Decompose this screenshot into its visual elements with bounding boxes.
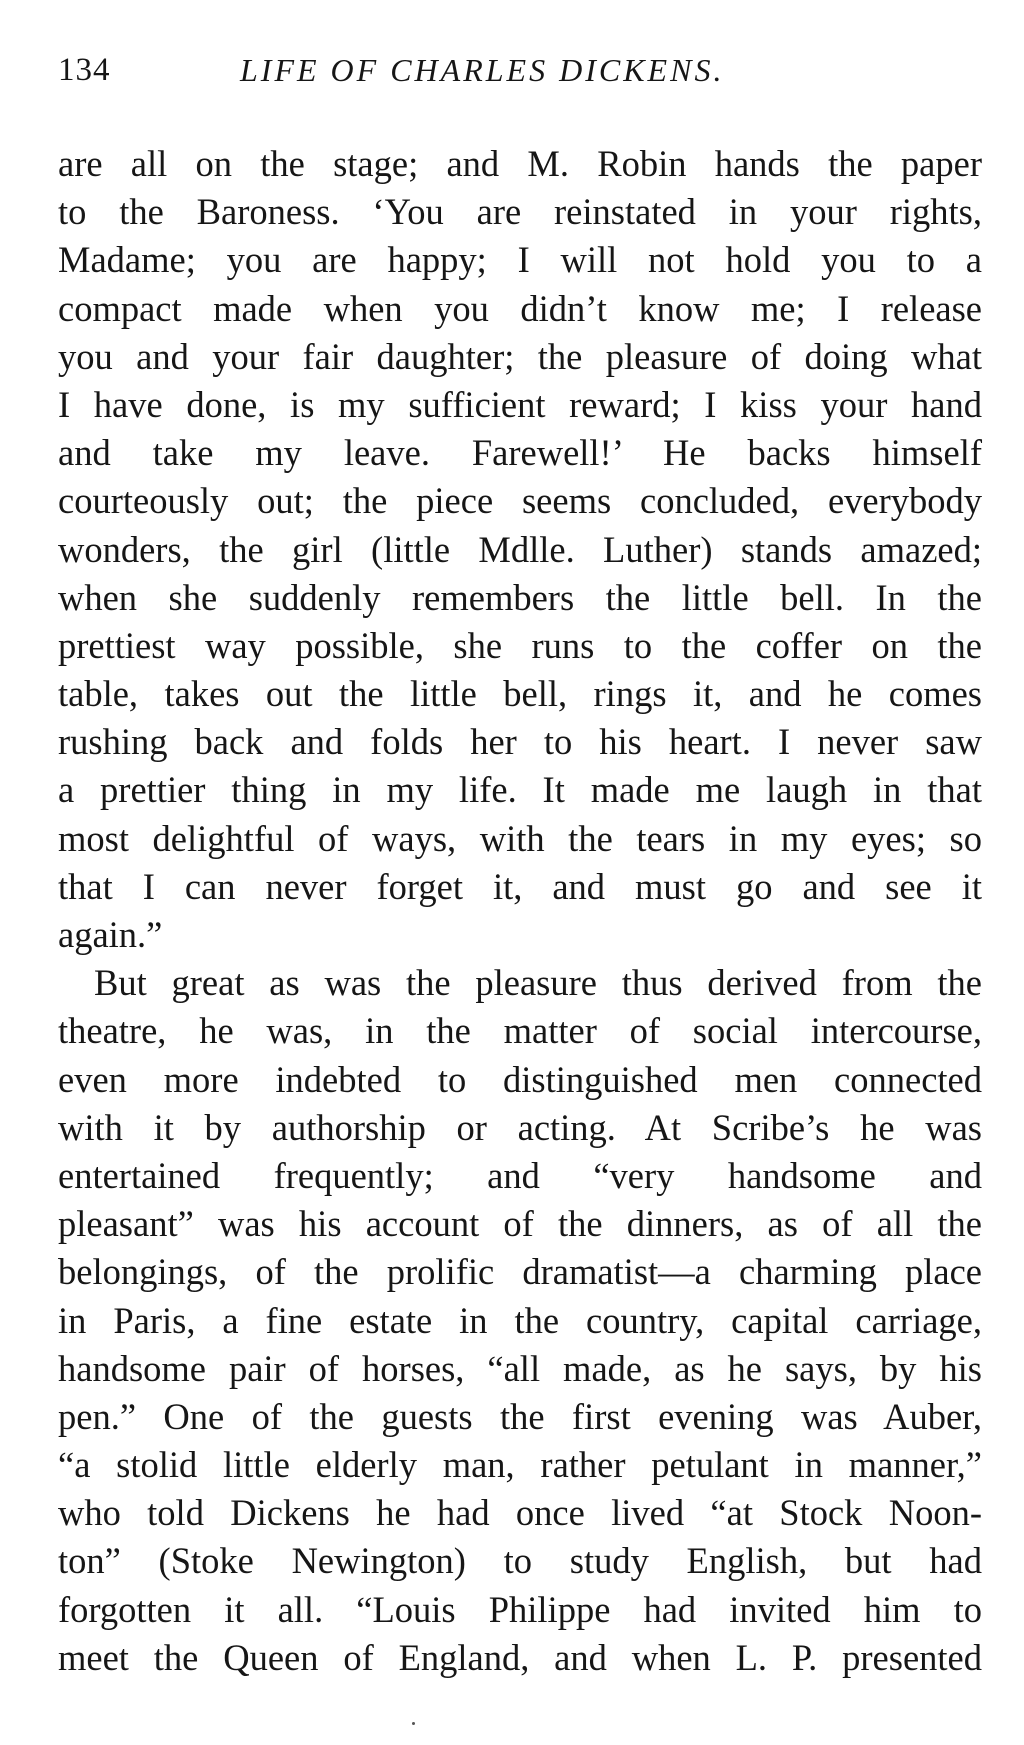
paragraph-1 — [58, 140, 982, 959]
text-line: even more indebted to distinguished men connected — [58, 1058, 982, 1100]
text-line: theatre, he was, in the matter of social intercourse, — [58, 1010, 982, 1052]
text-line: prettiest way possible, she runs to the coffer on the — [58, 624, 982, 666]
text-line: But great as was the pleasure thus derived from the — [94, 962, 982, 1004]
page-number: 134 — [58, 52, 111, 88]
text-line: handsome pair of horses, “all made, as he says, by his — [58, 1347, 982, 1389]
body-text — [58, 140, 982, 1682]
text-line: to the Baroness. ‘You are reinstated in your rights, — [58, 191, 982, 233]
text-line: that I can never forget it, and must go and see it — [58, 865, 982, 907]
text-line: compact made when you didn’t know me; I release — [58, 287, 982, 329]
text-line: a prettier thing in my life. It made me laugh in that — [58, 769, 982, 811]
text-line: courteously out; the piece seems concluded, everybody — [58, 480, 982, 522]
text-line: entertained frequently; and “very handsome and — [58, 1154, 982, 1196]
running-head — [58, 52, 982, 104]
text-line: pleasant” was his account of the dinners, as of all the — [58, 1203, 982, 1245]
running-title: LIFE OF CHARLES DICKENS. — [240, 52, 725, 88]
paragraph-2 — [58, 959, 982, 1682]
text-line: wonders, the girl (little Mdlle. Luther) stands amazed; — [58, 528, 982, 570]
text-line: “a stolid little elderly man, rather petulant in manner,” — [58, 1444, 982, 1486]
text-line: in Paris, a fine estate in the country, capital carriage, — [58, 1299, 982, 1341]
text-line: most delightful of ways, with the tears in my eyes; so — [58, 817, 982, 859]
text-line: and take my leave. Farewell!’ He backs himself — [58, 432, 982, 474]
text-line: pen.” One of the guests the first evening was Auber, — [58, 1395, 982, 1437]
text-line: who told Dickens he had once lived “at Stock Noon- — [58, 1492, 982, 1534]
text-line: when she suddenly remembers the little bell. In the — [58, 576, 982, 618]
text-line: with it by authorship or acting. At Scribe’s he was — [58, 1106, 982, 1148]
print-speck — [412, 1722, 415, 1725]
text-line: ton” (Stoke Newington) to study English, but had — [58, 1540, 982, 1582]
text-line: belongings, of the prolific dramatist—a charming place — [58, 1251, 982, 1293]
text-line: are all on the stage; and M. Robin hands the paper — [58, 143, 982, 184]
text-line: you and your fair daughter; the pleasure of doing what — [58, 335, 982, 377]
text-line: rushing back and folds her to his heart. I never saw — [58, 721, 982, 763]
text-line: table, takes out the little bell, rings it, and he comes — [58, 673, 982, 715]
text-line: forgotten it all. “Louis Philippe had invited him to — [58, 1588, 982, 1630]
text-line: Madame; you are happy; I will not hold you to a — [58, 239, 982, 281]
text-line: meet the Queen of England, and when L. P. presented — [58, 1636, 982, 1678]
text-line: again.” — [58, 914, 163, 955]
text-line: I have done, is my sufficient reward; I kiss your hand — [58, 383, 982, 425]
